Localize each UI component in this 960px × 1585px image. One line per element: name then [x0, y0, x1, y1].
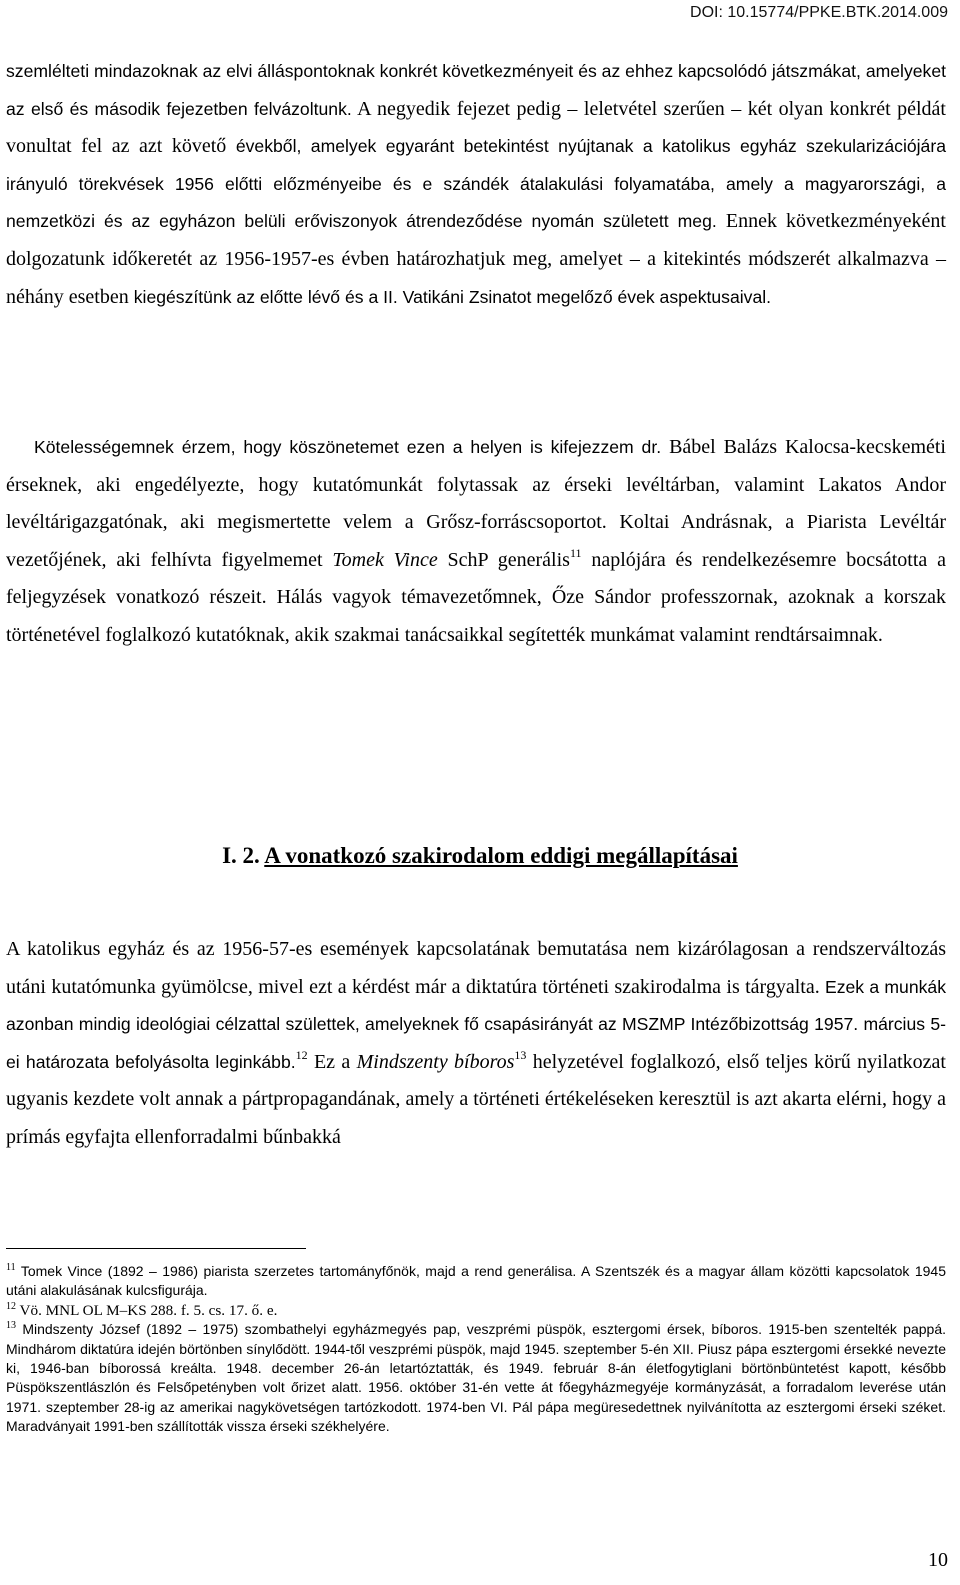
paragraph-3-part-e: helyzetével foglalkozó, első — [526, 1050, 766, 1073]
paragraph-1-part-e: kiegészítünk az előtte lévő és a II. Vatikáni Zsinatot megelőző évek aspektusaival. — [133, 286, 772, 307]
paragraph-2-part-c: SchP generális — [437, 548, 570, 571]
paragraph-2 — [6, 429, 946, 655]
footnote-11 — [6, 1262, 946, 1301]
section-heading — [6, 843, 954, 869]
paragraph-3-part-b: Ezek a munkák azonban mindig ideológiai — [6, 976, 946, 1035]
paragraph-3 — [6, 931, 946, 1157]
paragraph-3-italic-name: Mindszenty bíboros — [356, 1050, 515, 1073]
footnote-separator — [6, 1248, 306, 1249]
section-number: I. 2. — [222, 843, 265, 868]
paragraph-1 — [6, 53, 946, 316]
paragraph-1-part-a: szemlélteti mindazoknak az elvi álláspontoknak konkrét következményeit és az ehhez kapcsolódó játszmákat, amelyeket az első és második fejezetben felvázoltunk. — [6, 61, 946, 119]
paragraph-1-part-c: évekből, amelyek egyaránt betekintést nyújtanak a katolikus egyház szekularizációjára irányuló törekvések 1956 előtti előzményeibe és e szándék átalakulási folyamatába, amely a magyarországi, a nemzetközi és az egyházon belüli erőviszonyok átrendeződése nyomán született meg. — [6, 136, 946, 232]
footnote-ref-11[interactable]: 11 — [569, 545, 582, 560]
section-title: A vonatkozó szakirodalom eddigi megállapításai — [264, 843, 738, 868]
footnote-13-text: Mindszenty József (1892 – 1975) szombathelyi egyházmegyés pap, veszprémi püspök, esztergomi érsek, bíboros. 1915-ben szentelték pappá. Mindhárom diktatúra idején börtönben sínylődött. 1944-től veszprémi püspök, majd 1945. szeptember 5-én XII. Piusz pápa esztergomi érsekké nevezte ki, 1946-ban bíborossá kreálta. 1948. december 26-án letartóztatták, és 1949. február 8-án életfogytiglani börtönbüntetést kapott, később Püspökszentlászlón és Felsőpetényben volt őrizet alatt. 1956. október 31-én vette át főegyházmegyéje kormányzását, a forradalom leverése után 1971. szeptember 28-ig az amerikai nagykövetségen tartózkodott. 1974-ben VI. Pál pápa megüresedettnek nyilvánította az esztergomi érseki széket. Maradványait 1991-ben szállították vissza érseki székhelyére. — [6, 1321, 946, 1435]
footnote-ref-13[interactable]: 13 — [514, 1047, 527, 1062]
footnote-12 — [6, 1301, 946, 1320]
paragraph-3-part-a: A katolikus egyház és az 1956-57-es események kapcsolatának bemutatása nem kizárólagosan a rendszerváltozás utáni kutatómunka gyümölcse, mivel ezt a kérdést már a diktatúra történeti szakirodalma is tárgyalta. — [6, 938, 946, 998]
paragraph-2-part-a: Kötelességemnek érzem, hogy köszönetemet ezen a helyen is kifejezzem dr. — [34, 437, 662, 457]
paragraph-2-italic-name: Tomek Vince — [332, 548, 438, 571]
paragraph-3-part-d: Ez a — [307, 1050, 357, 1073]
footnote-12-number: 12 — [6, 1300, 16, 1312]
footnote-13 — [6, 1320, 946, 1436]
footnote-13-number: 13 — [6, 1320, 16, 1332]
paragraph-3-part-f: teljes körű nyilatkozat ugyanis kezdete volt annak a pártpropagandának, amely a történeti értékeléseken keresztül is azt akarta elérni, hogy a prímás egyfajta ellenforradalmi bűnbakká — [6, 1050, 946, 1148]
paragraph-1-part-b: A negyedik fejezet pedig – leletvétel szerűen – két olyan konkrét példát vonultat fel az azt követő — [6, 97, 946, 158]
paragraph-2-part-d: naplójára és rendelkezésemre bocsátotta a feljegyzések vonatkozó részeit. Hálás vagyok témavezetőmnek, Őze Sándor professzornak, azoknak a korszak történetével foglalkozó kutatóknak, akik szakmai tanácsaikkal segítették munkámat valamint rendtársaimnak. — [6, 548, 946, 646]
footnote-12-text: Vö. MNL OL M–KS 288. f. 5. cs. 17. ő. e. — [16, 1301, 278, 1319]
footnote-11-text: Tomek Vince (1892 – 1986) piarista szerzetes tartományfőnök, majd a rend generálisa. A Szentszék és a magyar állam közötti kapcsolatok 1945 utáni alakulásának kulcsfigurája. — [6, 1263, 946, 1299]
paragraph-2-part-b: Bábel Balázs Kalocsa-kecskeméti érseknek, aki engedélyezte, hogy kutatómunkát folytassak az érseki levéltárban, valamint Lakatos Andor levéltárigazgatónak, aki megismertette velem a Grősz-forráscsoportot. Koltai Andrásnak, a Piarista Levéltár vezetőjének, aki felhívta figyelmemet — [6, 436, 946, 571]
footnotes — [6, 1262, 946, 1437]
footnote-ref-12[interactable]: 12 — [295, 1047, 308, 1062]
paragraph-1-part-d: Ennek következményeként dolgozatunk időkeretét az 1956-1957-es évben határozhatjuk meg, amelyet – a kitekintés módszerét alkalmazva – néhány esetben — [6, 210, 946, 308]
footnote-11-number: 11 — [6, 1262, 16, 1273]
doi-header: DOI: 10.15774/PPKE.BTK.2014.009 — [690, 4, 948, 21]
paragraph-3-part-c: célzattal születtek, amelyeknek fő csapásirányát az MSZMP Intézőbizottság 1957. március 5-ei határozata befolyásolta leginkább. — [6, 1014, 946, 1072]
page-number: 10 — [928, 1549, 948, 1571]
